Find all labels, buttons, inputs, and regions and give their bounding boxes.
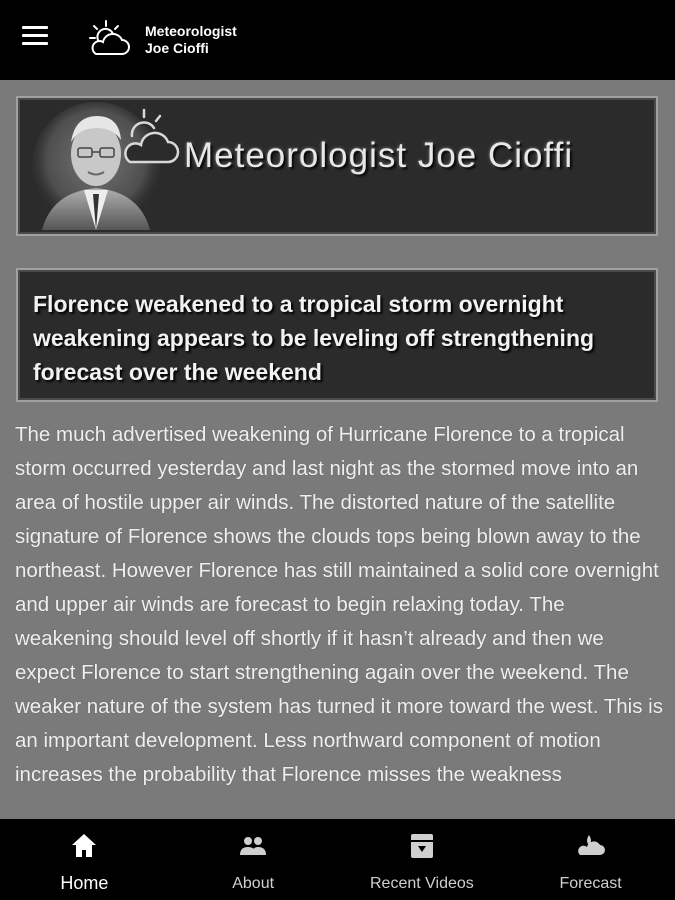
post-body: The much advertised weakening of Hurricane Florence to a tropical storm occurred yesterday and last night as the stormed move into an area of hostile upper air winds. The distorted nature of the satellite signature of Florence shows the clouds tops being blown away to the northeast. However Florence has still maintained a solid core overnight and upper air winds are forecast to begin relaxing today. The weakening should level off shortly if it hasn’t already and then we expect Florence to start strengthening again over the weekend. The weaker nature of the system has turned it more toward the west. This is an important development. Less northward component of motion increases the probability that Florence misses the weakness (15, 423, 663, 786)
app-title-line2: Joe Cioffi (145, 40, 209, 56)
nav-about[interactable] (169, 819, 338, 900)
nav-forecast-label: Forecast (559, 875, 622, 892)
post-headline: Florence weakened to a tropical storm overnight weakening appears to be leveling off strengthening forecast over the weekend (33, 291, 595, 385)
nav-recent-videos-label: Recent Videos (369, 875, 474, 892)
nav-about-label: About (232, 875, 275, 892)
app-title-line1: Meteorologist (145, 23, 237, 39)
header-banner (16, 96, 658, 236)
top-app-bar (0, 0, 675, 80)
bottom-navigation (0, 819, 675, 900)
headline-box (16, 268, 658, 402)
people-icon (238, 831, 268, 861)
hamburger-menu-icon[interactable] (22, 26, 58, 54)
home-icon (69, 831, 99, 861)
nav-recent-videos[interactable] (338, 819, 507, 900)
banner-title: Meteorologist Joe Cioffi (184, 136, 574, 175)
weather-icon (576, 831, 606, 861)
video-archive-icon (407, 831, 437, 861)
nav-forecast[interactable] (506, 819, 675, 900)
nav-home-label: Home (60, 873, 109, 893)
nav-home[interactable] (0, 819, 169, 900)
sun-cloud-icon (116, 106, 188, 178)
sun-cloud-icon (86, 18, 134, 62)
app-title (145, 23, 285, 57)
